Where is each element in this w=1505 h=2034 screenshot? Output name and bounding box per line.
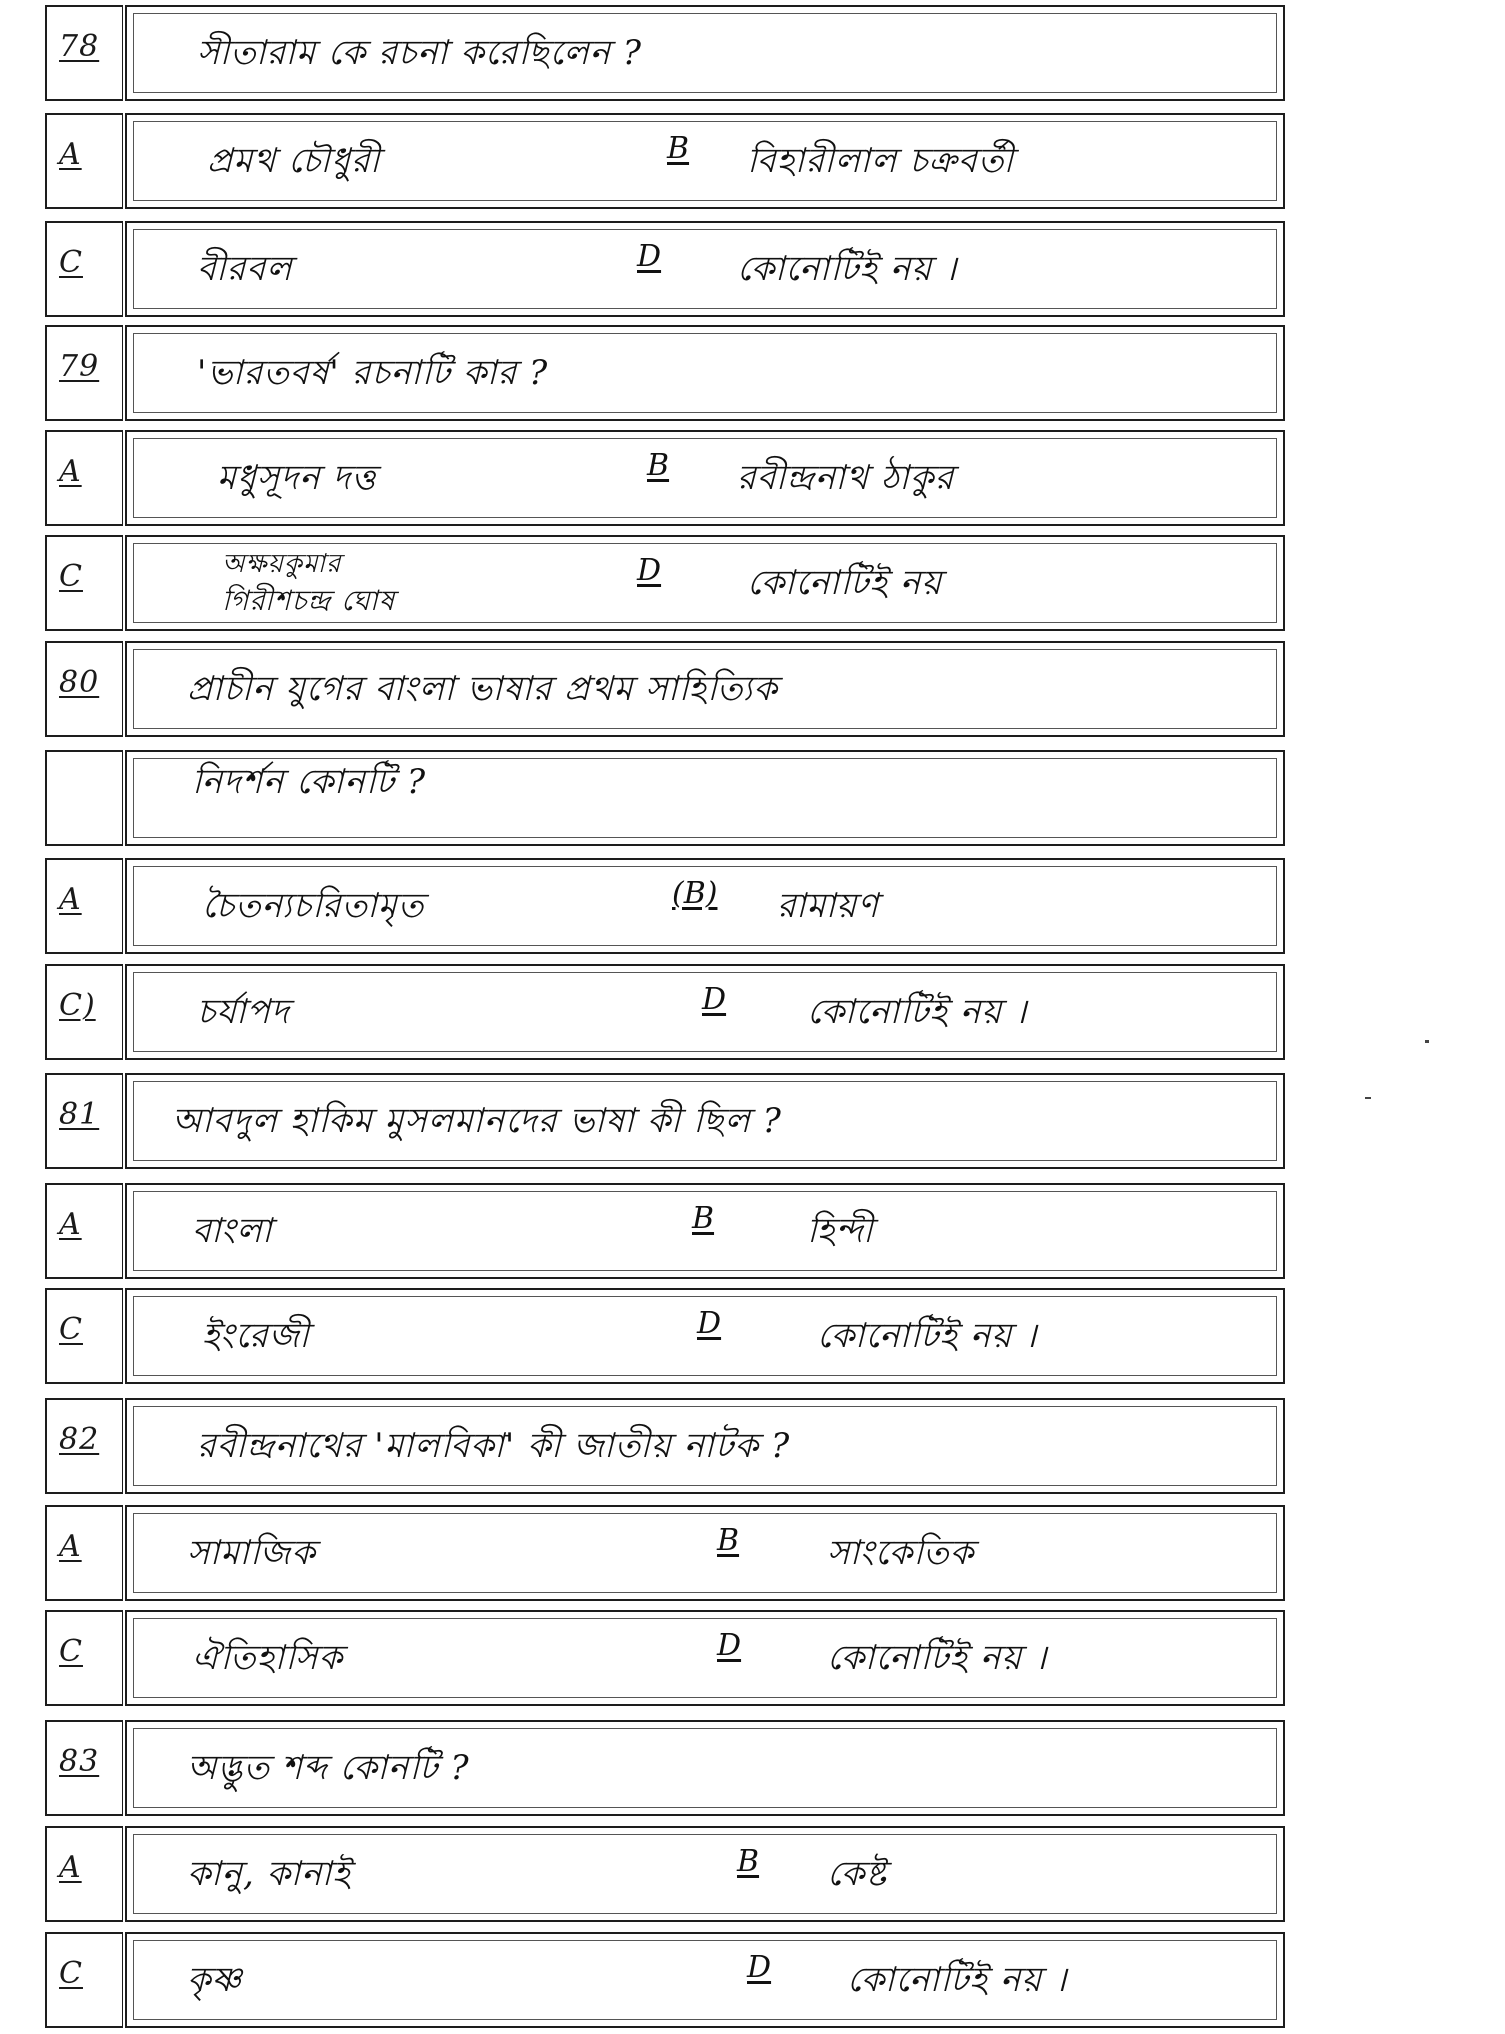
option-letter: C — [59, 245, 83, 280]
question-number: 80 — [59, 665, 100, 700]
option-b-text: বিহারীলাল চক্রবর্তী — [747, 141, 1015, 181]
option-c-text: ইংরেজী — [202, 1316, 310, 1356]
content-cell — [125, 1183, 1285, 1279]
question-row — [45, 1398, 1285, 1494]
option-letter: A — [59, 1850, 82, 1885]
number-cell — [45, 750, 123, 846]
number-cell — [45, 1932, 123, 2028]
content-cell — [125, 430, 1285, 526]
content-cell — [125, 1720, 1285, 1816]
option-a-text: কানু, কানাই — [187, 1854, 352, 1894]
option-d-label: D — [637, 553, 662, 588]
option-letter: A — [59, 1529, 82, 1564]
number-cell — [45, 964, 123, 1060]
question-number: 78 — [59, 29, 100, 64]
content-cell — [125, 750, 1285, 846]
question-continuation-row — [45, 750, 1285, 846]
number-cell — [45, 858, 123, 954]
content-cell — [125, 1826, 1285, 1922]
content-cell — [125, 1610, 1285, 1706]
option-a-text: বাংলা — [192, 1211, 273, 1251]
ink-speck — [1425, 1040, 1429, 1043]
option-row — [45, 1932, 1285, 2028]
option-a-text: মধুসূদন দত্ত — [217, 458, 377, 498]
question-number: 83 — [59, 1744, 100, 1779]
option-row — [45, 1610, 1285, 1706]
option-row — [45, 221, 1285, 317]
option-row — [45, 535, 1285, 631]
content-cell — [125, 1932, 1285, 2028]
option-d-text: কোনোটিই নয় — [747, 563, 943, 603]
question-row — [45, 1073, 1285, 1169]
option-c-text: চর্যাপদ — [197, 992, 290, 1032]
question-text: 'ভারতবর্ষ' রচনাটি কার ? — [197, 353, 549, 393]
question-row — [45, 641, 1285, 737]
content-cell — [125, 1505, 1285, 1601]
option-b-label: (B) — [672, 876, 718, 911]
number-cell — [45, 535, 123, 631]
option-row — [45, 964, 1285, 1060]
question-text: সীতারাম কে রচনা করেছিলেন ? — [197, 33, 643, 73]
option-a-text: চৈতন্যচরিতামৃত — [202, 886, 425, 926]
content-cell — [125, 5, 1285, 101]
option-row — [45, 1183, 1285, 1279]
option-d-label: D — [717, 1628, 742, 1663]
number-cell — [45, 1610, 123, 1706]
cell-border — [133, 1940, 1277, 2020]
number-cell — [45, 5, 123, 101]
number-cell — [45, 1505, 123, 1601]
option-a-text: সামাজিক — [187, 1533, 316, 1573]
ink-speck — [1365, 1097, 1371, 1099]
option-b-text: রামায়ণ — [777, 886, 879, 926]
option-row — [45, 1826, 1285, 1922]
option-a-text: প্রমথ চৌধুরী — [207, 141, 381, 181]
option-letter: A — [59, 1207, 82, 1242]
option-letter: A — [59, 882, 82, 917]
option-b-text: রবীন্দ্রনাথ ঠাকুর — [737, 458, 955, 498]
question-number: 79 — [59, 349, 100, 384]
number-cell — [45, 325, 123, 421]
option-b-label: B — [737, 1844, 760, 1879]
option-b-label: B — [647, 448, 670, 483]
question-text: রবীন্দ্রনাথের 'মালবিকা' কী জাতীয় নাটক ? — [197, 1426, 791, 1466]
option-letter: A — [59, 137, 82, 172]
number-cell — [45, 1398, 123, 1494]
option-c-text: বীরবল — [197, 249, 293, 289]
content-cell — [125, 113, 1285, 209]
option-c-text: ঐতিহাসিক — [192, 1638, 344, 1678]
option-d-label: D — [702, 982, 727, 1017]
question-text: প্রাচীন যুগের বাংলা ভাষার প্রথম সাহিত্যিক — [187, 669, 779, 709]
content-cell — [125, 1073, 1285, 1169]
option-d-text: কোনোটিই নয় । — [737, 249, 958, 289]
question-row — [45, 5, 1285, 101]
number-cell — [45, 430, 123, 526]
content-cell — [125, 221, 1285, 317]
option-d-text: কোনোটিই নয় । — [817, 1316, 1038, 1356]
option-d-text: কোনোটিই নয় । — [807, 992, 1028, 1032]
content-cell — [125, 858, 1285, 954]
option-letter: C — [59, 559, 83, 594]
cell-border — [133, 229, 1277, 309]
option-c-text: অক্ষয়কুমার — [222, 549, 342, 579]
option-c-alternate-text: গিরীশচন্দ্র ঘোষ — [222, 584, 396, 617]
option-d-text: কোনোটিই নয় । — [827, 1638, 1048, 1678]
content-cell — [125, 535, 1285, 631]
option-row — [45, 430, 1285, 526]
option-d-label: D — [697, 1306, 722, 1341]
option-letter: C — [59, 1956, 83, 1991]
number-cell — [45, 113, 123, 209]
question-text-continued: নিদর্শন কোনটি ? — [192, 762, 427, 802]
option-d-label: D — [637, 239, 662, 274]
question-row — [45, 325, 1285, 421]
number-cell — [45, 1826, 123, 1922]
option-letter: C — [59, 1634, 83, 1669]
option-d-text: কোনোটিই নয় । — [847, 1960, 1068, 2000]
option-c-text: কৃষ্ণ — [187, 1960, 243, 2000]
question-number: 81 — [59, 1097, 100, 1132]
content-cell — [125, 1398, 1285, 1494]
content-cell — [125, 964, 1285, 1060]
content-cell — [125, 641, 1285, 737]
option-row — [45, 1505, 1285, 1601]
option-row — [45, 1288, 1285, 1384]
option-b-text: কেষ্ট — [827, 1854, 887, 1894]
option-letter: C) — [59, 988, 96, 1023]
number-cell — [45, 1288, 123, 1384]
option-row — [45, 858, 1285, 954]
option-b-label: B — [667, 131, 690, 166]
question-number: 82 — [59, 1422, 100, 1457]
option-d-label: D — [747, 1950, 772, 1985]
content-cell — [125, 325, 1285, 421]
number-cell — [45, 641, 123, 737]
number-cell — [45, 1183, 123, 1279]
option-b-text: সাংকেতিক — [827, 1533, 975, 1573]
question-row — [45, 1720, 1285, 1816]
number-cell — [45, 221, 123, 317]
option-b-text: হিন্দী — [807, 1211, 874, 1251]
option-row — [45, 113, 1285, 209]
number-cell — [45, 1073, 123, 1169]
number-cell — [45, 1720, 123, 1816]
question-text: অদ্ভুত শব্দ কোনটি ? — [187, 1748, 470, 1788]
option-letter: C — [59, 1312, 83, 1347]
option-b-label: B — [692, 1201, 715, 1236]
question-text: আবদুল হাকিম মুসলমানদের ভাষা কী ছিল ? — [172, 1101, 782, 1141]
option-letter: A — [59, 454, 82, 489]
content-cell — [125, 1288, 1285, 1384]
option-b-label: B — [717, 1523, 740, 1558]
